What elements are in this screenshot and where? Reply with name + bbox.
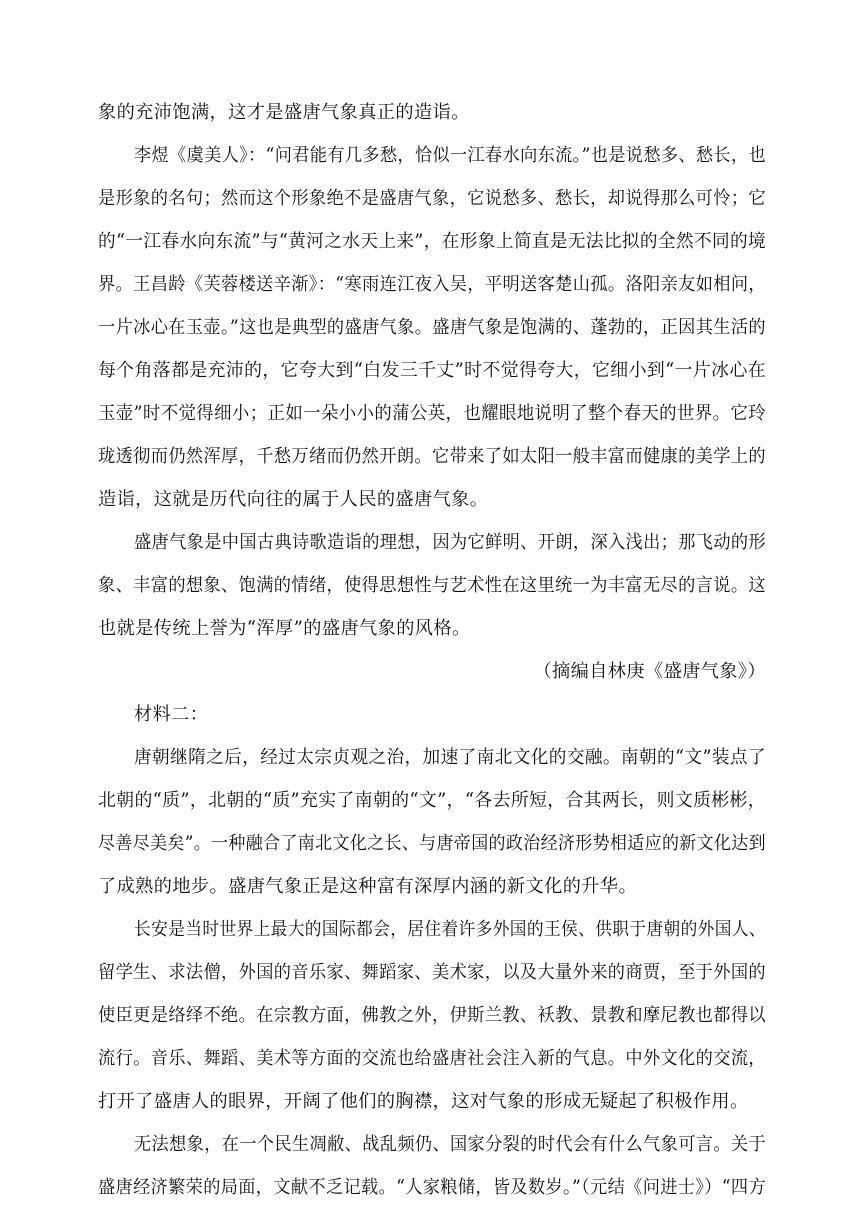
text-line: 是形象的名句；然而这个形象绝不是盛唐气象，它说愁多、愁长，却说得那么可怜；它: [98, 188, 766, 209]
text-line: 玉壶”时不觉得细小；正如一朵小小的蒲公英，也耀眼地说明了整个春天的世界。它玲: [98, 403, 766, 424]
text-line: 流行。音乐、舞蹈、美术等方面的交流也给盛唐社会注入新的气息。中外文化的交流，: [98, 1048, 766, 1069]
text-line: 也就是传统上誉为“浑厚”的盛唐气象的风格。: [98, 618, 471, 639]
text-line: 界。王昌龄《芙蓉楼送辛渐》：“寒雨连江夜入吴，平明送客楚山孤。洛阳亲友如相问，: [98, 274, 766, 295]
text-line: 李煜《虞美人》：“问君能有几多愁，恰似一江春水向东流。”也是说愁多、愁长，也: [134, 145, 766, 166]
text-line: 北朝的“质”，北朝的“质”充实了南朝的“文”，“各去所短，合其两长，则文质彬彬，: [98, 790, 766, 811]
text-line: 的“一江春水向东流”与“黄河之水天上来”，在形象上简直是无法比拟的全然不同的境: [98, 231, 766, 252]
text-line: 长安是当时世界上最大的国际都会，居住着许多外国的王侯、供职于唐朝的外国人、: [134, 919, 766, 940]
citation: （摘编自林庚《盛唐气象》）: [533, 661, 766, 682]
section-heading: 材料二：: [134, 704, 209, 725]
text-line: 尽善尽美矣”。一种融合了南北文化之长、与唐帝国的政治经济形势相适应的新文化达到: [98, 833, 766, 854]
text-line: 象、丰富的想象、饱满的情绪，使得思想性与艺术性在这里统一为丰富无尽的言说。这: [98, 575, 766, 596]
text-line: 造诣，这就是历代向往的属于人民的盛唐气象。: [98, 489, 489, 510]
text-line: 每个角落都是充沛的，它夸大到“白发三千丈”时不觉得夸大，它细小到“一片冰心在: [98, 360, 766, 381]
text-line: 珑透彻而仍然浑厚，千愁万绪而仍然开朗。它带来了如太阳一般丰富而健康的美学上的: [98, 446, 766, 467]
text-line: 盛唐气象是中国古典诗歌造诣的理想，因为它鲜明、开朗，深入浅出；那飞动的形: [134, 532, 766, 553]
text-line: 象的充沛饱满，这才是盛唐气象真正的造诣。: [98, 102, 470, 123]
text-line: 唐朝继隋之后，经过太宗贞观之治，加速了南北文化的交融。南朝的“文”装点了: [134, 747, 766, 768]
text-line: 盛唐经济繁荣的局面，文献不乏记载。“人家粮储，皆及数岁。”（元结《问进士》）“四方: [98, 1177, 766, 1198]
text-line: 一片冰心在玉壶。”这也是典型的盛唐气象。盛唐气象是饱满的、蓬勃的，正因其生活的: [98, 317, 766, 338]
text-line: 打开了盛唐人的眼界，开阔了他们的胸襟，这对气象的形成无疑起了积极作用。: [98, 1091, 749, 1112]
text-line: 了成熟的地步。盛唐气象正是这种富有深厚内涵的新文化的升华。: [98, 876, 638, 897]
text-line: 留学生、求法僧，外国的音乐家、舞蹈家、美术家，以及大量外来的商贾，至于外国的: [98, 962, 766, 983]
text-line: 使臣更是络绎不绝。在宗教方面，佛教之外，伊斯兰教、袄教、景教和摩尼教也都得以: [98, 1005, 766, 1026]
text-line: 无法想象，在一个民生凋敝、战乱频仍、国家分裂的时代会有什么气象可言。关于: [134, 1134, 766, 1155]
